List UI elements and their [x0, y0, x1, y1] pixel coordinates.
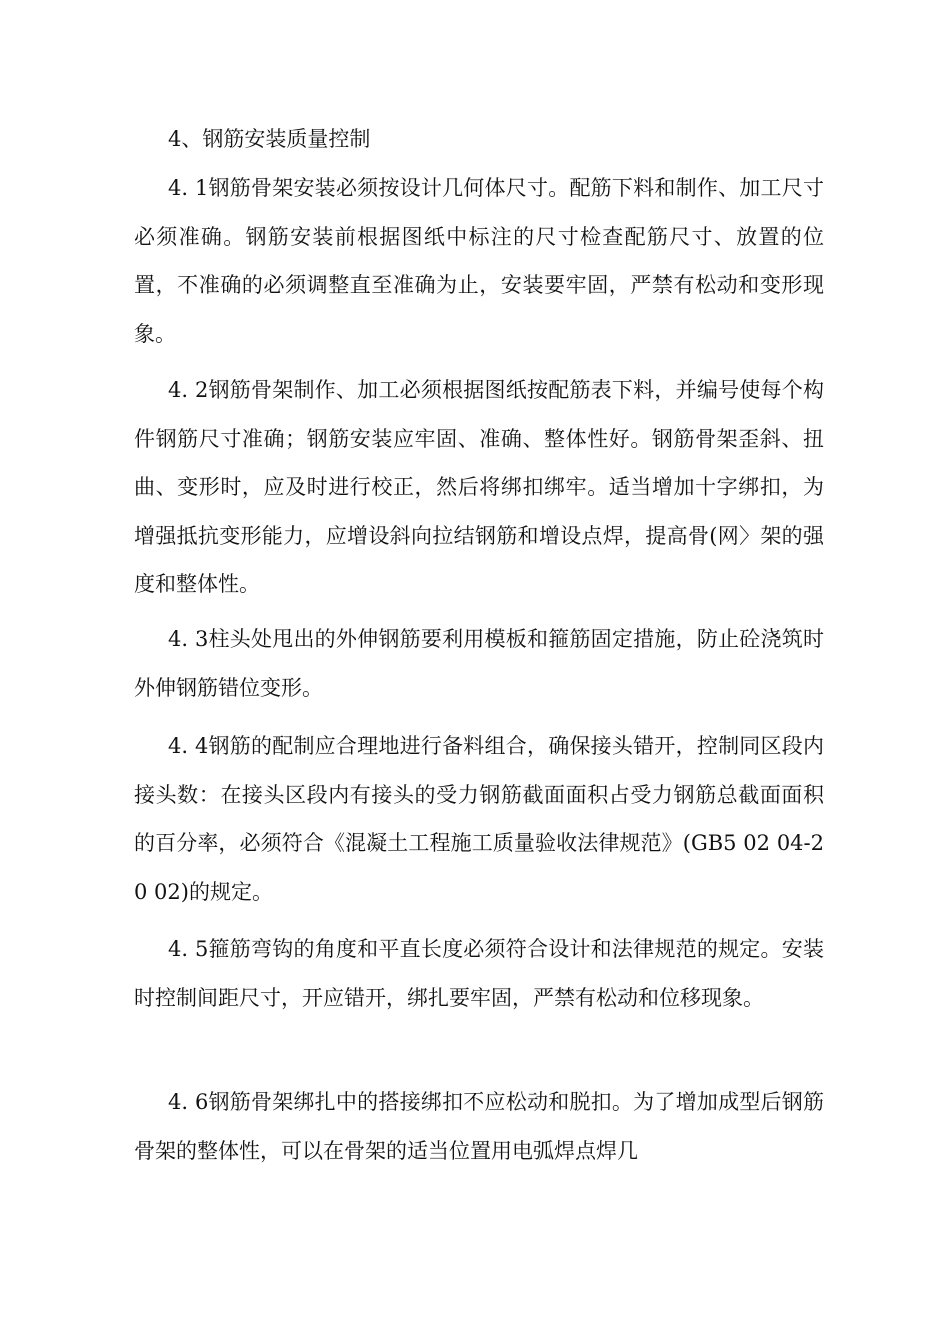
paragraph-4-5: 4. 5箍筋弯钩的角度和平直长度必须符合设计和法律规范的规定。安装时控制间距尺寸，开应错开，绑扎要牢固，严禁有松动和位移现象。 [134, 937, 824, 1010]
paragraph-4-3: 4. 3柱头处甩出的外伸钢筋要利用模板和箍筋固定措施，防止砼浇筑时外伸钢筋错位变形。 [134, 627, 824, 700]
paragraph-4-4: 4. 4钢筋的配制应合理地进行备料组合，确保接头错开，控制同区段内接头数：在接头区段内有接头的受力钢筋截面面积占受力钢筋总截面面积的百分率，必须符合《混凝土工程施工质量验收法律规范》(GB5 02 04-2 0 02)的规定。 [134, 734, 824, 904]
paragraph-4-6: 4. 6钢筋骨架绑扎中的搭接绑扣不应松动和脱扣。为了增加成型后钢筋骨架的整体性，可以在骨架的适当位置用电弧焊点焊几 [134, 1090, 824, 1163]
paragraph-4-2: 4. 2钢筋骨架制作、加工必须根据图纸按配筋表下料，并编号使每个构件钢筋尺寸准确；钢筋安装应牢固、准确、整体性好。钢筋骨架歪斜、扭曲、变形时，应及时进行校正，然后将绑扣绑牢。适当增加十字绑扣，为增强抵抗变形能力，应增设斜向拉结钢筋和增设点焊，提高骨(网〉架的强度和整体性。 [134, 378, 824, 596]
paragraph-4-1: 4. 1钢筋骨架安装必须按设计几何体尺寸。配筋下料和制作、加工尺寸必须准确。钢筋安装前根据图纸中标注的尺寸检查配筋尺寸、放置的位置，不准确的必须调整直至准确为止，安装要牢固，严禁有松动和变形现象。 [134, 176, 824, 346]
section-heading: 4、钢筋安装质量控制 [168, 127, 371, 151]
